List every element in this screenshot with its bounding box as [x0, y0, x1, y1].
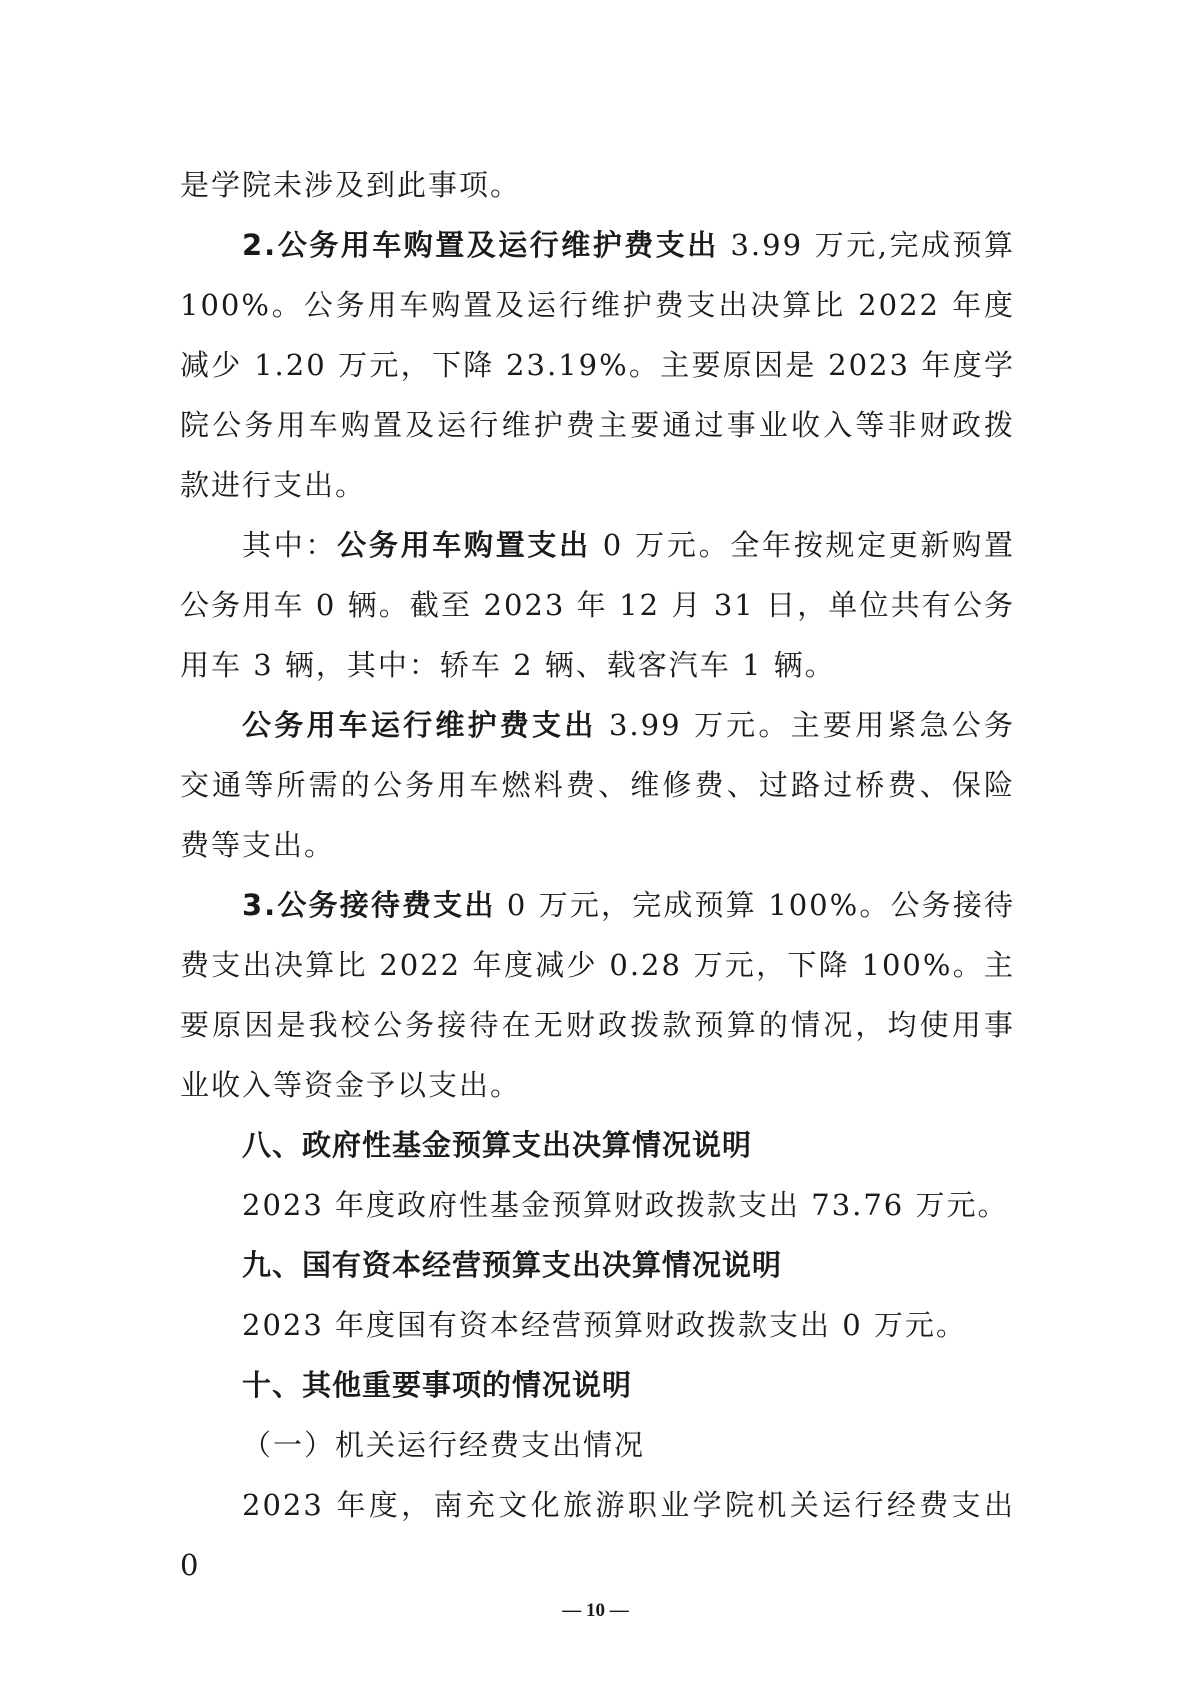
- paragraph-vehicle-purchase: [180, 515, 1015, 695]
- paragraph-text: 3.99 万元,完成预算 100%。公务用车购置及运行维护费支出决算比 2022 年度减少 1.20 万元，下降 23.19%。主要原因是 2023 年度学院公务用车购置及运行维护费主要通过事业收入等非财政拨款进行支出。: [180, 228, 1015, 502]
- paragraph-lead: 公务用车购置支出: [337, 528, 591, 562]
- paragraph-text: 是学院未涉及到此事项。: [180, 168, 522, 202]
- section-heading-8: 八、政府性基金预算支出决算情况说明: [242, 1128, 753, 1162]
- paragraph-gov-fund: 2023 年度政府性基金预算财政拨款支出 73.76 万元。: [242, 1188, 1009, 1222]
- paragraph-vehicle-expense: [180, 215, 1015, 515]
- section-heading-10: 十、其他重要事项的情况说明: [242, 1368, 633, 1402]
- paragraph-operating-cost: 2023 年度，南充文化旅游职业学院机关运行经费支出 0: [180, 1488, 1015, 1582]
- paragraph-lead: 2.公务用车购置及运行维护费支出: [242, 228, 719, 262]
- paragraph-state-capital: 2023 年度国有资本经营预算财政拨款支出 0 万元。: [242, 1308, 967, 1342]
- paragraph-prefix: 其中：: [242, 528, 338, 562]
- paragraph-text: 0 万元，完成预算 100%。公务接待费支出决算比 2022 年度减少 0.28 万元，下降 100%。主要原因是我校公务接待在无财政拨款预算的情况，均使用事业收入等资金予以支出。: [180, 888, 1015, 1102]
- paragraph-lead: 公务用车运行维护费支出: [242, 708, 597, 742]
- section-heading-9: 九、国有资本经营预算支出决算情况说明: [242, 1248, 783, 1282]
- paragraph-lead: 3.公务接待费支出: [242, 888, 496, 922]
- paragraph-continuation: [180, 155, 1015, 215]
- paragraph-reception-expense: [180, 875, 1015, 1115]
- paragraph-vehicle-maintenance: [180, 695, 1015, 875]
- paragraph-text: 3.99 万元。主要用紧急公务交通等所需的公务用车燃料费、维修费、过路过桥费、保险费等支出。: [180, 708, 1015, 862]
- subsection-heading-1: （一）机关运行经费支出情况: [242, 1428, 646, 1462]
- paragraph-text: 0 万元。全年按规定更新购置公务用车 0 辆。截至 2023 年 12 月 31 日，单位共有公务用车 3 辆，其中：轿车 2 辆、载客汽车 1 辆。: [180, 528, 1015, 682]
- document-body: [180, 155, 1015, 1595]
- page-number: — 10 —: [562, 1600, 629, 1621]
